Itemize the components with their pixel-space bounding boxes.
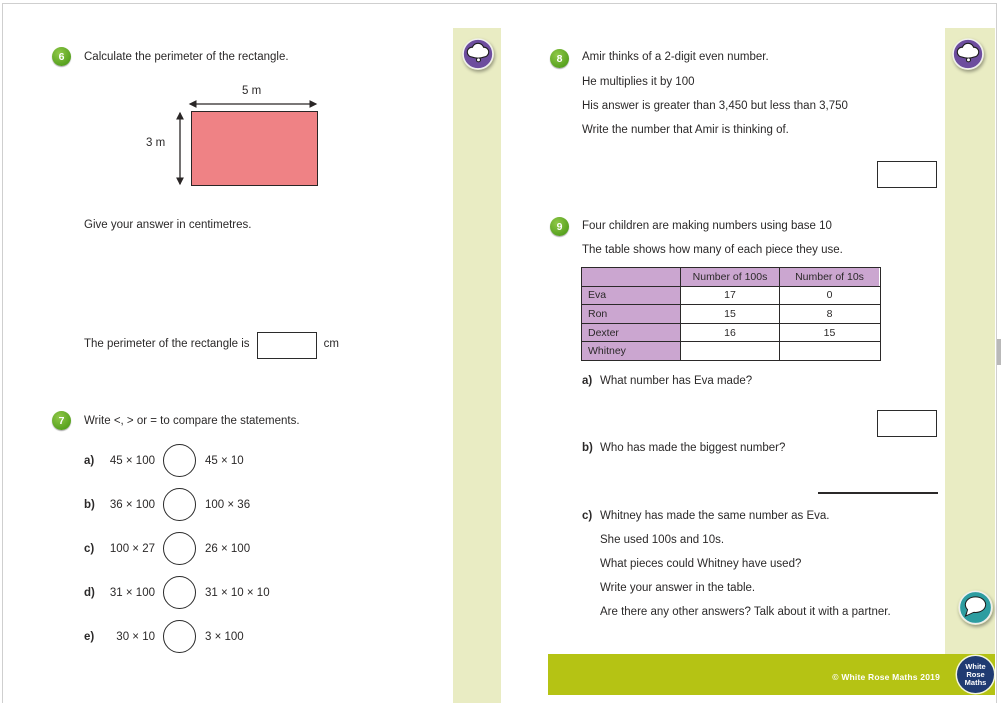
- white-rose-maths-logo: [957, 656, 994, 693]
- question-number: 8: [556, 52, 563, 65]
- item-label: d): [84, 586, 95, 599]
- table-header-row: [582, 268, 880, 286]
- expression-right: 3 × 100: [205, 630, 244, 643]
- q9-intro: The table shows how many of each piece they use.: [582, 244, 843, 256]
- q8-line: Amir thinks of a 2-digit even number.: [582, 51, 769, 63]
- comparison-row: [84, 442, 244, 479]
- expression-left: 36 × 100: [109, 498, 155, 511]
- q9-intro: Four children are making numbers using base 10: [582, 220, 832, 232]
- comparison-row: [84, 530, 250, 567]
- q6-note: Give your answer in centimetres.: [84, 219, 252, 231]
- q6-answer-box[interactable]: [257, 332, 317, 359]
- table-row: [582, 286, 880, 305]
- q9a-answer-box[interactable]: [877, 410, 937, 437]
- table-name-cell: Eva: [582, 287, 681, 305]
- expression-left: 30 × 10: [116, 630, 155, 643]
- item-label: e): [84, 630, 95, 643]
- table-name-cell: Whitney: [582, 342, 681, 360]
- q9b-answer-line[interactable]: [818, 492, 938, 494]
- thought-bubble-icon: [462, 38, 494, 70]
- page-left-edge: [2, 3, 3, 703]
- logo-line: Maths: [964, 677, 987, 687]
- q9c-line: She used 100s and 10s.: [600, 534, 725, 546]
- expression-left: 31 × 100: [109, 586, 155, 599]
- q8-answer-box[interactable]: [877, 161, 937, 188]
- q6-answer-unit: cm: [323, 338, 339, 351]
- speech-bubble-icon: [958, 590, 993, 625]
- comparison-row: [84, 486, 250, 523]
- logo-line: White: [965, 661, 986, 671]
- logo-line: Rose: [966, 669, 985, 679]
- thought-bubble-icon: [952, 38, 984, 70]
- question-number: 6: [58, 50, 65, 63]
- table-row: [582, 341, 880, 360]
- q8-line: He multiplies it by 100: [582, 76, 695, 88]
- part-label: a): [582, 375, 593, 387]
- q9c-line: Are there any other answers? Talk about it with a partner.: [600, 606, 891, 618]
- expression-right: 100 × 36: [205, 498, 251, 511]
- q6-answer-row: [84, 331, 339, 359]
- comparison-circle[interactable]: [163, 444, 196, 477]
- table-value-cell: 15: [823, 326, 836, 339]
- comparison-circle[interactable]: [163, 620, 196, 653]
- table-value-cell: 17: [681, 287, 780, 305]
- comparison-circle[interactable]: [163, 576, 196, 609]
- center-column-strip: [453, 28, 501, 703]
- rectangle-width-label: 5 m: [242, 85, 262, 97]
- item-label: b): [84, 498, 95, 511]
- expression-right: 31 × 10 × 10: [205, 586, 270, 599]
- table-value-cell: 0: [826, 289, 833, 302]
- table-name-cell: Dexter: [582, 324, 681, 342]
- scrollbar-thumb[interactable]: [997, 339, 1001, 365]
- q9b-text: Who has made the biggest number?: [600, 442, 786, 454]
- q6-prompt: Calculate the perimeter of the rectangle.: [84, 51, 289, 63]
- table-value-cell: 16: [681, 324, 780, 342]
- expression-left: 45 × 100: [109, 454, 155, 467]
- q9c-line: Write your answer in the table.: [600, 582, 756, 594]
- table-empty-cell[interactable]: [681, 342, 780, 360]
- q9a-text: What number has Eva made?: [600, 375, 753, 387]
- table-corner-cell: [582, 268, 681, 286]
- q9c-line: What pieces could Whitney have used?: [600, 558, 802, 570]
- comparison-circle[interactable]: [163, 532, 196, 565]
- base10-table: [581, 267, 881, 361]
- question-number: 7: [58, 414, 65, 427]
- comparison-row: [84, 574, 270, 611]
- part-label: c): [582, 510, 593, 522]
- page-top-edge: [2, 3, 997, 4]
- table-empty-cell[interactable]: [780, 342, 879, 360]
- table-header-hundreds: Number of 100s: [681, 268, 780, 286]
- table-name-cell: Ron: [582, 305, 681, 323]
- table-value-cell: 15: [681, 305, 780, 323]
- part-label: b): [582, 442, 593, 454]
- question-number: 9: [556, 220, 563, 233]
- item-label: c): [84, 542, 95, 555]
- expression-left: 100 × 27: [109, 542, 155, 555]
- item-label: a): [84, 454, 95, 467]
- expression-right: 45 × 10: [205, 454, 244, 467]
- q8-line: Write the number that Amir is thinking of.: [582, 124, 789, 136]
- rectangle-height-label: 3 m: [146, 137, 166, 149]
- copyright-text: © White Rose Maths 2019: [832, 672, 940, 682]
- comparison-circle[interactable]: [163, 488, 196, 521]
- right-column-strip: [945, 28, 995, 654]
- question-number-badge: [550, 49, 569, 68]
- q8-line: His answer is greater than 3,450 but less than 3,750: [582, 100, 848, 112]
- table-row: [582, 323, 880, 342]
- expression-right: 26 × 100: [205, 542, 251, 555]
- question-number-badge: [550, 217, 569, 236]
- q7-prompt: Write <, > or = to compare the statements.: [84, 415, 300, 427]
- q9c-line: Whitney has made the same number as Eva.: [600, 510, 830, 522]
- table-row: [582, 304, 880, 323]
- question-number-badge: [52, 411, 71, 430]
- dimension-arrows: [170, 96, 330, 196]
- table-header-tens: Number of 10s: [780, 268, 879, 286]
- comparison-row: [84, 618, 244, 655]
- question-number-badge: [52, 47, 71, 66]
- table-value-cell: 8: [826, 307, 833, 320]
- q6-answer-prefix: The perimeter of the rectangle is: [84, 338, 250, 351]
